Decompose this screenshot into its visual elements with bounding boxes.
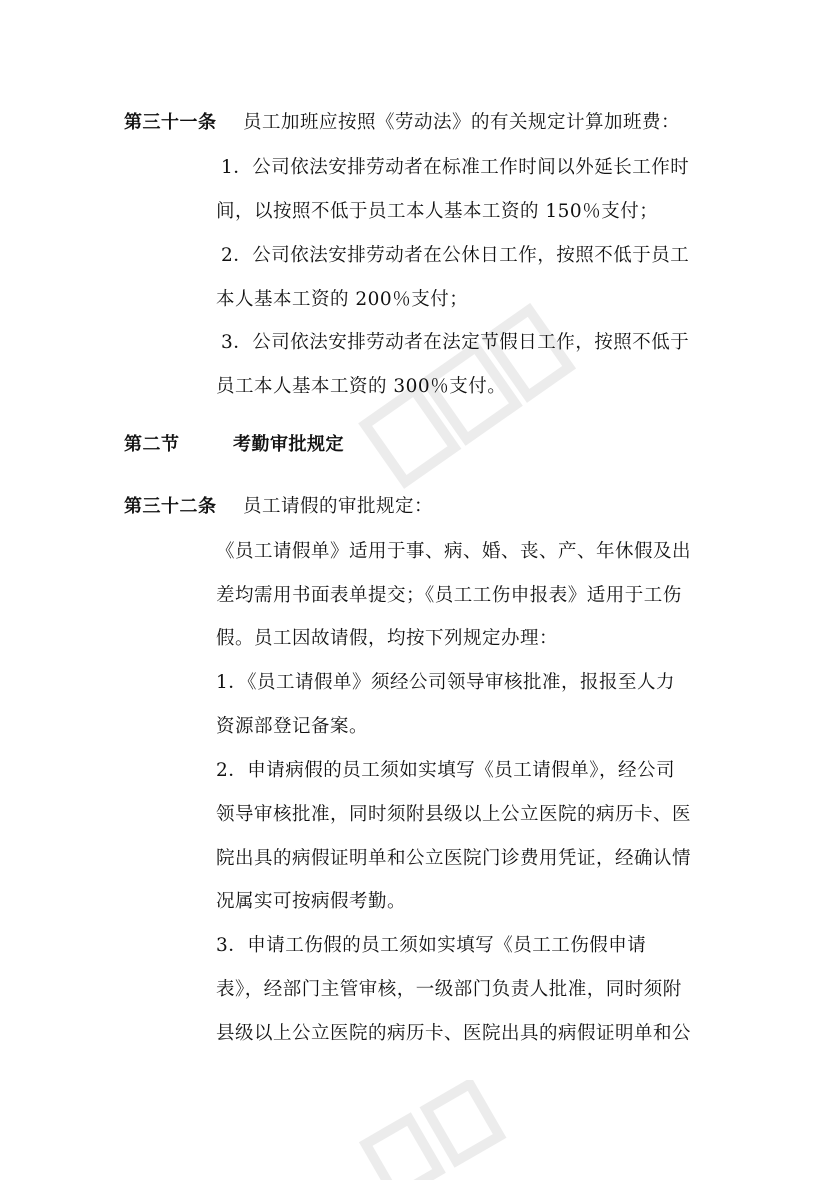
article32-line: 表》，经部门主管审核，一级部门负责人批准，同时须附 <box>216 979 682 1000</box>
article32-line: 领导审核批准，同时须附县级以上公立医院的病历卡、医 <box>216 804 692 825</box>
article32-line: 差均需用书面表单提交；《员工工伤申报表》适用于工伤 <box>216 585 682 606</box>
article31-line: 2．公司依法安排劳动者在公休日工作，按照不低于员工 <box>221 245 690 266</box>
article32-heading: 第三十二条 <box>124 496 217 517</box>
article31-line: 员工本人基本工资的 300％支付。 <box>216 376 507 397</box>
article32-line: 《员工请假单》适用于事、病、婚、丧、产、年休假及出 <box>216 541 692 562</box>
article32-intro: 员工请假的审批规定： <box>243 496 434 517</box>
article31-line: 间，以按照不低于员工本人基本工资的 150％支付； <box>216 201 659 222</box>
article32-line: 假。员工因故请假，均按下列规定办理： <box>216 628 559 649</box>
section-label: 第二节 <box>124 434 180 455</box>
article32-line: 资源部登记备案。 <box>216 716 369 737</box>
article31-heading: 第三十一条 <box>124 112 217 133</box>
article31-line: 3．公司依法安排劳动者在法定节假日工作，按照不低于 <box>221 332 690 353</box>
article32-line: 1．《员工请假单》须经公司领导审核批准，报报至人力 <box>216 672 676 693</box>
article31-line: 1．公司依法安排劳动者在标准工作时间以外延长工作时 <box>221 157 690 178</box>
article32-line: 院出具的病假证明单和公立医院门诊费用凭证，经确认情 <box>216 848 692 869</box>
article32-line: 县级以上公立医院的病历卡、医院出具的病假证明单和公 <box>216 1023 692 1044</box>
article32-line: 2．申请病假的员工须如实填写《员工请假单》，经公司 <box>216 760 676 781</box>
article31-line: 本人基本工资的 200％支付； <box>216 289 469 310</box>
watermark-logo-icon <box>350 300 590 500</box>
article32-line: 况属实可按病假考勤。 <box>216 891 407 912</box>
article31-intro: 员工加班应按照《劳动法》的有关规定计算加班费： <box>243 112 681 133</box>
watermark-logo-icon-bottom <box>330 1080 570 1180</box>
article32-line: 3．申请工伤假的员工须如实填写《员工工伤假申请 <box>216 935 647 956</box>
section-title: 考勤审批规定 <box>233 434 344 455</box>
